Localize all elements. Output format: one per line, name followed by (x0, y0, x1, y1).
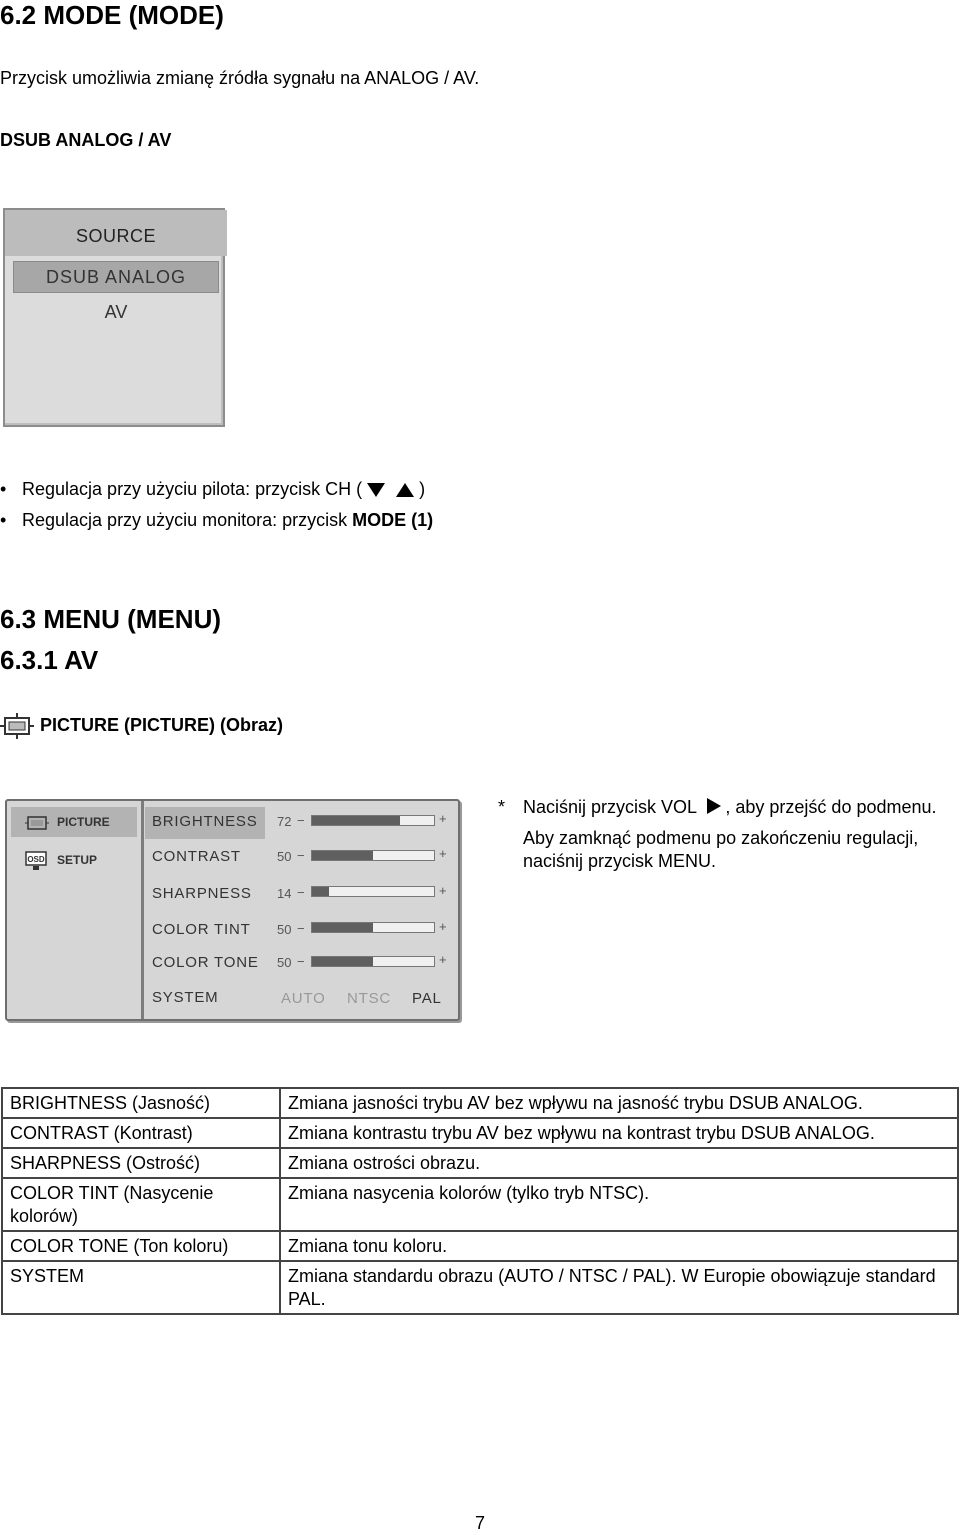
osd-tab-picture-label: PICTURE (57, 815, 110, 829)
bullet-remote-suffix: ) (419, 479, 426, 499)
section-heading-menu: 6.3 MENU (MENU) (0, 604, 222, 634)
osd-level-fill (312, 957, 373, 966)
source-option-selected: DSUB ANALOG (13, 261, 219, 293)
osd-system-auto: AUTO (281, 990, 326, 1007)
osd-plus-sign: + (439, 919, 447, 934)
osd-tab-setup-label: SETUP (57, 853, 98, 867)
section-heading-mode: 6.2 MODE (MODE) (0, 0, 224, 30)
table-row (2, 1178, 958, 1231)
source-osd-menu (3, 208, 225, 427)
osd-row-label: COLOR TINT (152, 921, 251, 938)
osd-row-label: BRIGHTNESS (152, 813, 258, 830)
bullet-dot: • (0, 510, 7, 530)
picture-tab-icon (25, 815, 49, 831)
picture-heading (0, 713, 283, 739)
mode-description: Przycisk umożliwia zmianę źródła sygnału na ANALOG / AV. (0, 68, 480, 88)
table-row (2, 1261, 958, 1314)
table-cell-description: Zmiana standardu obrazu (AUTO / NTSC / PAL). W Europie obowiązuje standard PAL. (280, 1261, 958, 1314)
osd-system-pal: PAL (412, 990, 442, 1007)
osd-setup-icon (25, 851, 49, 871)
table-cell-description: Zmiana kontrastu trybu AV bez wpływu na kontrast trybu DSUB ANALOG. (280, 1118, 958, 1148)
osd-plus-sign: + (439, 811, 447, 826)
osd-level-fill (312, 923, 373, 932)
osd-row-value: 14 (277, 886, 292, 901)
osd-system-label: SYSTEM (152, 989, 219, 1006)
bullet-monitor-button: MODE (1) (352, 510, 434, 530)
section-heading-av: 6.3.1 AV (0, 645, 99, 675)
osd-minus-sign: − (297, 885, 305, 900)
bullet-monitor-text: Regulacja przy użyciu monitora: przycisk (22, 510, 353, 530)
osd-row-value: 50 (277, 922, 292, 937)
settings-table (1, 1087, 959, 1315)
submenu-note (498, 796, 948, 873)
osd-level-bar (311, 922, 435, 933)
table-cell-setting: CONTRAST (Kontrast) (2, 1118, 280, 1148)
table-row (2, 1118, 958, 1148)
note-line1-prefix: Naciśnij przycisk VOL (523, 797, 697, 817)
mode-sources: DSUB ANALOG / AV (0, 130, 172, 150)
arrow-right-icon (707, 798, 721, 814)
table-cell-setting: BRIGHTNESS (Jasność) (2, 1088, 280, 1118)
picture-heading-text: PICTURE (PICTURE) (Obraz) (40, 714, 283, 735)
arrow-down-icon (367, 483, 385, 497)
osd-level-fill (312, 887, 329, 896)
table-cell-setting: COLOR TINT (Nasycenie kolorów) (2, 1178, 280, 1231)
table-cell-description: Zmiana ostrości obrazu. (280, 1148, 958, 1178)
table-cell-description: Zmiana nasycenia kolorów (tylko tryb NTSC). (280, 1178, 958, 1231)
osd-tab-picture (11, 807, 137, 837)
table-cell-setting: SYSTEM (2, 1261, 280, 1314)
osd-plus-sign: + (439, 846, 447, 861)
osd-divider (141, 801, 144, 1019)
arrow-up-icon (396, 483, 414, 497)
osd-level-fill (312, 816, 400, 825)
note-line1 (523, 796, 948, 819)
osd-plus-sign: + (439, 883, 447, 898)
osd-row-value: 50 (277, 955, 292, 970)
svg-text:OSD: OSD (27, 854, 45, 864)
page-number: 7 (474, 1513, 485, 1533)
note-line2: Aby zamknąć podmenu po zakończeniu regulacji, naciśnij przycisk MENU. (523, 828, 919, 871)
note-line1-suffix: , aby przejść do podmenu. (725, 797, 937, 817)
table-cell-setting: SHARPNESS (Ostrość) (2, 1148, 280, 1178)
osd-tab-setup (11, 845, 137, 875)
osd-row-value: 72 (277, 814, 292, 829)
osd-minus-sign: − (297, 813, 305, 828)
osd-level-bar (311, 815, 435, 826)
bullet-dot: • (0, 479, 7, 499)
osd-level-bar (311, 956, 435, 967)
table-row (2, 1148, 958, 1178)
table-row (2, 1231, 958, 1261)
table-cell-description: Zmiana tonu koloru. (280, 1231, 958, 1261)
osd-system-ntsc: NTSC (347, 990, 392, 1007)
note-asterisk: * (498, 797, 506, 817)
table-cell-description: Zmiana jasności trybu AV bez wpływu na jasność trybu DSUB ANALOG. (280, 1088, 958, 1118)
source-osd-title: SOURCE (5, 210, 227, 256)
osd-row-label: CONTRAST (152, 848, 241, 865)
source-option-av: AV (104, 302, 128, 322)
osd-minus-sign: − (297, 954, 305, 969)
table-row (2, 1088, 958, 1118)
bullet-monitor (0, 510, 433, 531)
osd-plus-sign: + (439, 952, 447, 967)
picture-icon (0, 713, 34, 739)
osd-level-bar (311, 886, 435, 897)
osd-row-label: SHARPNESS (152, 885, 252, 902)
osd-level-fill (312, 851, 373, 860)
table-cell-setting: COLOR TONE (Ton koloru) (2, 1231, 280, 1261)
osd-minus-sign: − (297, 848, 305, 863)
osd-minus-sign: − (297, 921, 305, 936)
bullet-remote (0, 479, 425, 500)
osd-row-value: 50 (277, 849, 292, 864)
bullet-remote-text: Regulacja przy użyciu pilota: przycisk CH ( (22, 479, 363, 499)
picture-osd-menu (5, 799, 460, 1021)
osd-level-bar (311, 850, 435, 861)
osd-row-label: COLOR TONE (152, 954, 259, 971)
